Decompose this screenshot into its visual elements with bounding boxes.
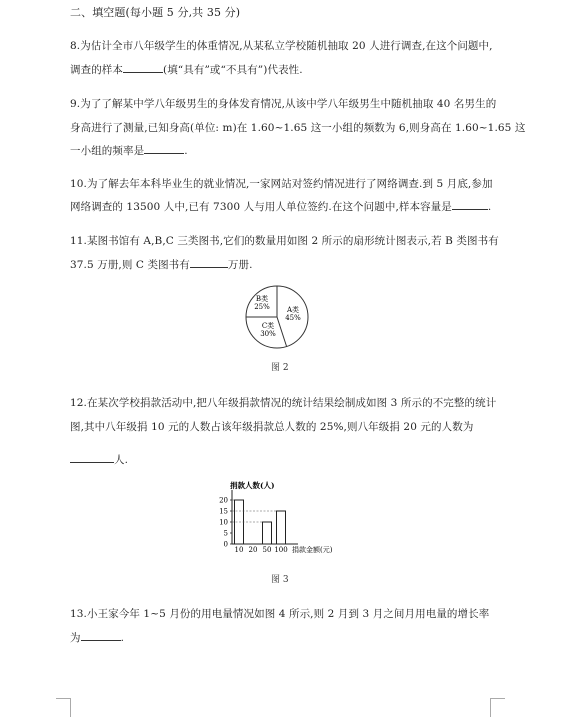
y-tick-label: 0 <box>223 540 228 549</box>
slice-a-name: A类 <box>286 306 300 314</box>
q12-text-b: 人. <box>114 454 129 466</box>
q9-text-b: . <box>184 145 188 157</box>
q13-line1: 13.小王家今年 1~5 月份的用电量情况如图 4 所示,则 2 月到 3 月之间月用电量的增长率 <box>70 608 490 620</box>
y-tick-label: 15 <box>219 507 228 516</box>
q13-text-a: 为 <box>70 632 81 644</box>
x-tick-label: 10 <box>234 546 244 554</box>
q8-line1: 8.为估计全市八年级学生的体重情况,从某私立学校随机抽取 20 人进行调查,在这个问题中, <box>70 40 493 52</box>
q11-line2 <box>70 257 253 272</box>
q9-text-a: 一小组的频率是 <box>70 145 145 157</box>
pie-chart <box>244 284 310 350</box>
figure3-caption: 图 3 <box>271 575 289 585</box>
q10-line1: 10.为了解去年本科毕业生的就业情况,一家网站对签约情况进行了网络调查.到 5 月底,参加 <box>70 178 493 190</box>
x-tick-label: 50 <box>262 546 272 554</box>
x-tick-label: 20 <box>248 546 258 554</box>
answer-blank <box>70 452 114 463</box>
q12-line3 <box>70 452 128 467</box>
bar <box>263 522 272 544</box>
q10-line2 <box>70 199 491 214</box>
slice-c-pct: 30% <box>260 330 276 338</box>
q9-line2: 身高进行了测量,已知身高(单位: m)在 1.60~1.65 这一小组的频数为 6,则身高在 1.60~1.65 这 <box>70 122 526 134</box>
q8-text-b: (填“具有”或“不具有”)代表性. <box>163 64 303 76</box>
q11-text-b: 万册. <box>227 259 253 271</box>
section-heading: 二、填空题(每小题 5 分,共 35 分) <box>70 6 241 19</box>
q8-text-a: 调查的样本 <box>70 64 123 76</box>
page-corner-mark <box>490 698 505 717</box>
q11-line1: 11.某图书馆有 A,B,C 三类图书,它们的数量用如图 2 所示的扇形统计图表示,若 B 类图书有 <box>70 235 499 247</box>
y-tick-label: 5 <box>223 529 228 538</box>
q9-line1: 9.为了了解某中学八年级男生的身体发育情况,从该中学八年级男生中随机抽取 40 名男生的 <box>70 98 497 110</box>
q12-line1: 12.在某次学校捐款活动中,把八年级捐款情况的统计结果绘制成如图 3 所示的不完整的统计 <box>70 397 497 409</box>
y-axis-label: 捐款人数(人) <box>230 481 275 490</box>
q12-line2: 图,其中八年级捐 10 元的人数占该年级捐款总人数的 25%,则八年级捐 20 元的人数为 <box>70 421 474 433</box>
page-corner-mark <box>56 698 71 717</box>
x-axis-label: 捐款金额(元) <box>292 546 333 554</box>
slice-b-name: B类 <box>255 295 269 303</box>
q10-text-a: 网络调查的 13500 人中,已有 7300 人与用人单位签约.在这个问题中,样本容量是 <box>70 201 452 213</box>
slice-a-pct: 45% <box>285 314 301 322</box>
q11-text-a: 37.5 万册,则 C 类图书有 <box>70 259 190 271</box>
q10-text-b: . <box>487 201 492 213</box>
y-tick-label: 20 <box>219 496 228 505</box>
answer-blank <box>81 630 121 641</box>
bar-chart <box>212 478 362 560</box>
bar-layer <box>219 490 298 554</box>
slice-b-pct: 25% <box>254 303 270 311</box>
answer-blank <box>144 143 184 154</box>
y-tick-label: 10 <box>219 518 228 527</box>
q8-line2 <box>70 62 303 77</box>
answer-blank <box>123 62 163 73</box>
bar <box>277 511 286 544</box>
slice-c-name: C类 <box>261 322 275 330</box>
figure2-caption: 图 2 <box>271 363 289 373</box>
q13-line2 <box>70 630 124 645</box>
q13-text-b: . <box>120 632 125 644</box>
x-tick-label: 100 <box>274 546 288 554</box>
answer-blank <box>452 199 488 210</box>
q9-line3 <box>70 143 188 158</box>
answer-blank <box>190 257 228 268</box>
